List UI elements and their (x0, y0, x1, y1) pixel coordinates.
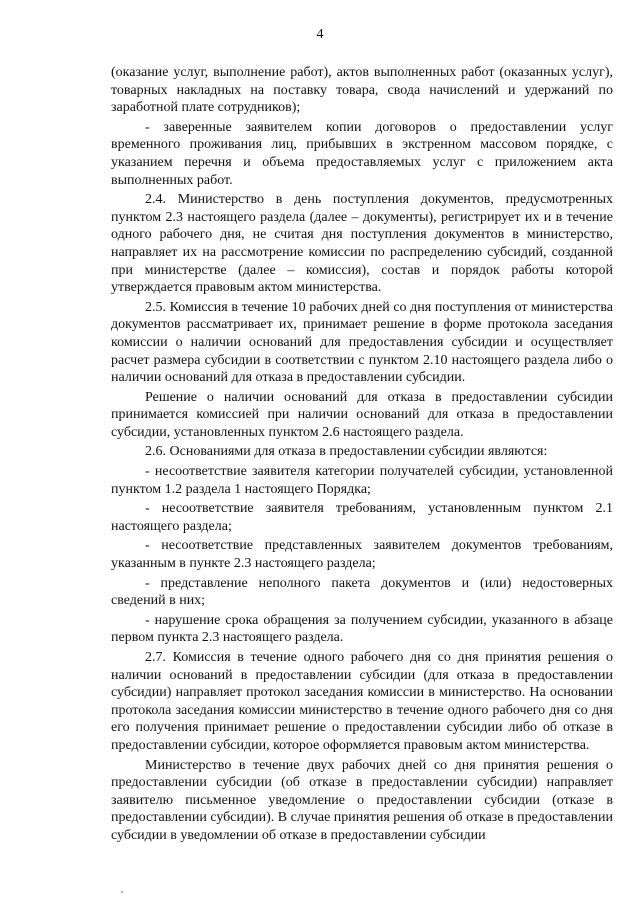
paragraph-1: (оказание услуг, выполнение работ), актов выполненных работ (оказанных услуг), товарных накладных на поставку товара, свода начислений и удержаний по заработной плате сотрудников); (111, 65, 613, 116)
document-body (111, 64, 613, 847)
paragraph-8: - несоответствие заявителя требованиям, установленным пунктом 2.1 настоящего раздела; (111, 501, 613, 534)
paragraph-3: 2.4. Министерство в день поступления документов, предусмотренных пунктом 2.3 настоящего раздела (далее – документы), регистрирует их и в течение одного рабочего дня, не считая дня поступления документов в министерство, направляет их на рассмотрение комиссии по распределению субсидий, созданной при министерстве (далее – комиссия), состав и порядок работы которой утверждается правовым актом министерства. (111, 192, 613, 296)
paragraph-13: Министерство в течение двух рабочих дней со дня принятия решения о предоставлении субсидии (об отказе в предоставлении субсидии) направляет заявителю письменное уведомление о предоставлении субсидии (отказе в предоставлении субсидии). В случае принятия решения об отказе в предоставлении субсидии в уведомлении об отказе в предоставлении субсидии (111, 757, 613, 843)
paragraph-12: 2.7. Комиссия в течение одного рабочего дня со дня принятия решения о наличии оснований в предоставлении субсидии (для отказа в предоставлении субсидии) направляет протокол заседания комиссии в министерство. На основании протокола заседания комиссии министерство в течение одного рабочего дня со дня его получения принимает решение о предоставлении субсидии либо об отказе в предоставлении субсидии, которое оформляется правовым актом министерства. (111, 650, 613, 753)
paragraph-6: 2.6. Основаниями для отказа в предоставлении субсидии являются: (145, 444, 548, 460)
paragraph-7: - несоответствие заявителя категории получателей субсидии, установленной пунктом 1.2 раздела 1 настоящего Порядка; (111, 464, 613, 497)
scan-mark (121, 891, 123, 893)
paragraph-4: 2.5. Комиссия в течение 10 рабочих дней со дня поступления от министерства документов рассматривает их, принимает решение в форме протокола заседания комиссии о наличии оснований для предоставления субсидии и осуществляет расчет размера субсидии в соответствии с пунктом 2.10 настоящего раздела либо о наличии оснований для отказа в предоставлении субсидии. (111, 299, 613, 386)
paragraph-9: - несоответствие представленных заявителем документов требованиям, указанным в пункте 2.3 настоящего раздела; (111, 538, 613, 572)
paragraph-2: - заверенные заявителем копии договоров о предоставлении услуг временного проживания лиц, прибывших в экстренном массовом порядке, с указанием перечня и объема предоставляемых услуг с приложением акта выполненных работ. (111, 119, 613, 188)
page-number: 4 (316, 27, 324, 42)
paragraph-10: - представление неполного пакета документов и (или) недостоверных сведений в них; (111, 575, 613, 609)
paragraph-11: - нарушение срока обращения за получением субсидии, указанного в абзаце первом пункта 2.3 настоящего раздела. (111, 612, 613, 646)
paragraph-5: Решение о наличии оснований для отказа в предоставлении субсидии принимается комиссией при наличии оснований для отказа в предоставлении субсидии, установленных пунктом 2.6 настоящего раздела. (111, 389, 613, 440)
